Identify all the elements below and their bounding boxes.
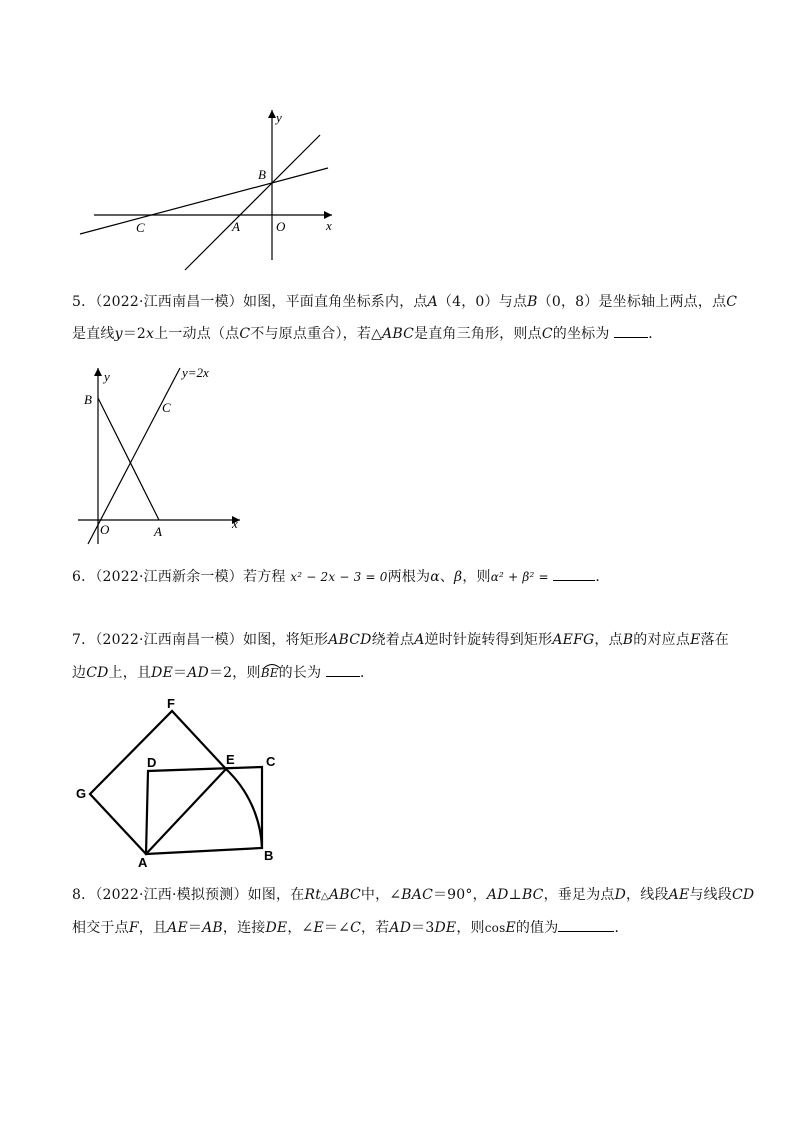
q6-number: 6． <box>72 569 96 585</box>
q8-ab: AB <box>202 920 223 936</box>
q8-ad: AD <box>389 920 412 936</box>
x-axis-label: x <box>326 218 332 233</box>
q6-text: 两根为 <box>387 569 431 585</box>
q5-number: 5． <box>72 294 96 310</box>
q8-text: 中，∠ <box>360 887 402 903</box>
line-label: y=2x <box>182 365 209 380</box>
q8-text: 相交于点 <box>72 920 129 936</box>
q7-line2 <box>72 662 374 683</box>
q5-period: ． <box>648 326 663 342</box>
q4-figure <box>70 100 350 275</box>
segment-ba <box>98 398 159 520</box>
y-axis-label: y <box>104 369 110 384</box>
q5-point-b: B <box>527 294 538 310</box>
q7-rect-abcd: ABCD <box>328 632 372 648</box>
y-axis-arrow <box>94 368 102 376</box>
q8-cd: CD <box>732 887 755 903</box>
q8-cos: cos <box>484 921 506 935</box>
q8-rt: Rt <box>304 887 322 903</box>
q5-answer-blank[interactable] <box>614 323 648 338</box>
point-a-label: A <box>154 524 162 539</box>
q7-text: 的长为 <box>278 665 322 681</box>
q6-text: ，则 <box>462 569 491 585</box>
q8-de: DE <box>265 920 288 936</box>
q7-figure <box>70 694 290 869</box>
q8-perp: ⊥ <box>508 887 522 903</box>
line-y-2x <box>88 368 180 544</box>
q7-side-cd: CD <box>86 665 109 681</box>
q8-number: 8． <box>72 887 96 903</box>
q5-line1 <box>72 292 737 312</box>
q8-eq: ＝ <box>187 920 203 936</box>
q8-angle-bac: BAC <box>401 887 433 903</box>
q5-eq-x: x <box>146 326 155 342</box>
q7-answer-blank[interactable] <box>326 662 360 677</box>
q6-sep: 、 <box>439 569 455 585</box>
point-b-label: B <box>258 167 266 182</box>
q5-text: 是直线 <box>72 326 115 342</box>
arc-be <box>226 769 262 848</box>
q7-de: DE <box>151 665 174 681</box>
q7-period: ． <box>359 665 375 681</box>
q8-line1 <box>72 885 754 907</box>
q7-point-b: B <box>622 632 634 648</box>
q5-text: 如图，平面直角坐标系内，点 <box>243 294 428 310</box>
q5-text: 与点 <box>498 294 528 310</box>
q8-ad: AD <box>486 887 509 903</box>
q6-line <box>72 566 610 587</box>
q8-triangle-symbol: △ <box>321 891 329 902</box>
q5-point-a: A <box>427 294 438 310</box>
rect-abcd <box>146 767 262 854</box>
q7-source: （2022·江西南昌一模） <box>95 632 243 648</box>
q8-text: ，且 <box>138 920 168 936</box>
q8-ae: AE <box>167 920 188 936</box>
q5-triangle: ABC <box>382 326 415 342</box>
q8-angle-c: C <box>350 920 361 936</box>
q6-equation: x² − 2x − 3 = 0 <box>290 570 388 584</box>
arc-mark-icon <box>262 661 282 669</box>
q7-line1 <box>72 630 729 650</box>
q8-period: ． <box>614 920 629 936</box>
point-c-label: C <box>136 220 145 235</box>
q8-text: 与线段 <box>689 887 732 903</box>
line-cb <box>80 168 328 234</box>
q8-text: ＝90°， <box>432 887 487 903</box>
q8-point-f: F <box>128 920 139 936</box>
q8-text: ＝∠ <box>323 920 351 936</box>
x-axis-label: x <box>232 516 238 531</box>
q5-source: （2022·江西南昌一模） <box>95 294 243 310</box>
q7-point-a: A <box>414 632 425 648</box>
q8-cos-e: E <box>505 920 516 936</box>
point-d-label: D <box>147 755 157 770</box>
point-g-label: G <box>76 786 87 801</box>
point-f-label: F <box>167 696 175 711</box>
point-a-label: A <box>232 219 240 234</box>
q8-text: ，垂足为点 <box>543 887 615 903</box>
y-axis-label: y <box>276 110 282 125</box>
q6-expression: α² + β² = <box>490 570 549 584</box>
q6-beta: β <box>454 569 463 585</box>
y-axis-arrow <box>268 110 276 118</box>
q7-text: 如图，将矩形 <box>243 632 329 648</box>
q5-point-c: C <box>541 326 553 342</box>
q6-answer-blank[interactable] <box>553 566 595 581</box>
q5-coord-b: （0，8） <box>537 294 599 310</box>
q7-arc-be <box>261 663 279 683</box>
q8-triangle: ABC <box>328 887 361 903</box>
point-c-label: C <box>266 754 276 769</box>
q5-figure <box>70 362 260 552</box>
q8-text: ，∠ <box>287 920 314 936</box>
q8-source: （2022·江西·模拟预测） <box>95 887 248 903</box>
point-o-label: O <box>276 219 286 234</box>
q7-text: 落在 <box>700 632 729 648</box>
q7-eq: ＝ <box>173 665 188 681</box>
q5-text: 的坐标为 <box>552 326 610 342</box>
q5-point-c: C <box>239 326 251 342</box>
q7-ad: AD <box>187 665 209 681</box>
q8-text: ，连接 <box>222 920 266 936</box>
q5-text: 不与原点重合），若△ <box>250 326 383 342</box>
q6-text: 若方程 <box>243 569 286 585</box>
q8-angle-e: E <box>313 920 324 936</box>
q7-text: ＝2，则 <box>208 665 261 681</box>
q7-text: 的对应点 <box>633 632 691 648</box>
q7-text: 逆时针旋转得到矩形 <box>424 632 553 648</box>
q6-source: （2022·江西新余一模） <box>95 569 243 585</box>
point-a-label: A <box>138 855 148 869</box>
q8-bc: BC <box>521 887 544 903</box>
line-ab <box>185 135 320 270</box>
q8-text: ，线段 <box>626 887 669 903</box>
rect-aefg <box>90 711 226 854</box>
q8-text: ，若 <box>360 920 390 936</box>
q7-text: ，点 <box>594 632 623 648</box>
q8-text: ＝3 <box>411 920 435 936</box>
q8-answer-blank[interactable] <box>558 917 614 932</box>
q6-period: ． <box>595 569 610 585</box>
q5-line2 <box>72 323 662 344</box>
q7-point-e: E <box>690 632 701 648</box>
q8-ae: AE <box>668 887 690 903</box>
q7-text: 上，且 <box>108 665 152 681</box>
q5-eq: ＝2 <box>122 326 147 342</box>
q5-text: 是直角三角形，则点 <box>414 326 542 342</box>
q7-rect-aefg: AEFG <box>552 632 595 648</box>
q8-text: 如图，在 <box>247 887 305 903</box>
point-b-label: B <box>84 392 92 407</box>
point-b-label: B <box>264 848 274 863</box>
q5-eq-y: y <box>114 326 123 342</box>
q6-alpha: α <box>430 569 440 585</box>
q7-text: 边 <box>72 665 87 681</box>
point-o-label: O <box>100 522 110 537</box>
q5-text: 上一动点（点 <box>154 326 240 342</box>
q8-text: 的值为 <box>515 920 559 936</box>
q5-text: 是坐标轴上两点，点 <box>598 294 727 310</box>
q8-point-d: D <box>614 887 627 903</box>
q5-point-c: C <box>726 294 738 310</box>
q8-de: DE <box>434 920 457 936</box>
q7-text: 绕着点 <box>371 632 415 648</box>
q5-coord-a: （4，0） <box>437 294 499 310</box>
q8-text: ，则 <box>456 920 485 936</box>
point-e-label: E <box>226 752 235 767</box>
point-c-label: C <box>162 400 171 415</box>
q7-number: 7． <box>72 632 96 648</box>
q7-arc-label: BE <box>260 666 279 680</box>
q8-line2 <box>72 917 629 938</box>
